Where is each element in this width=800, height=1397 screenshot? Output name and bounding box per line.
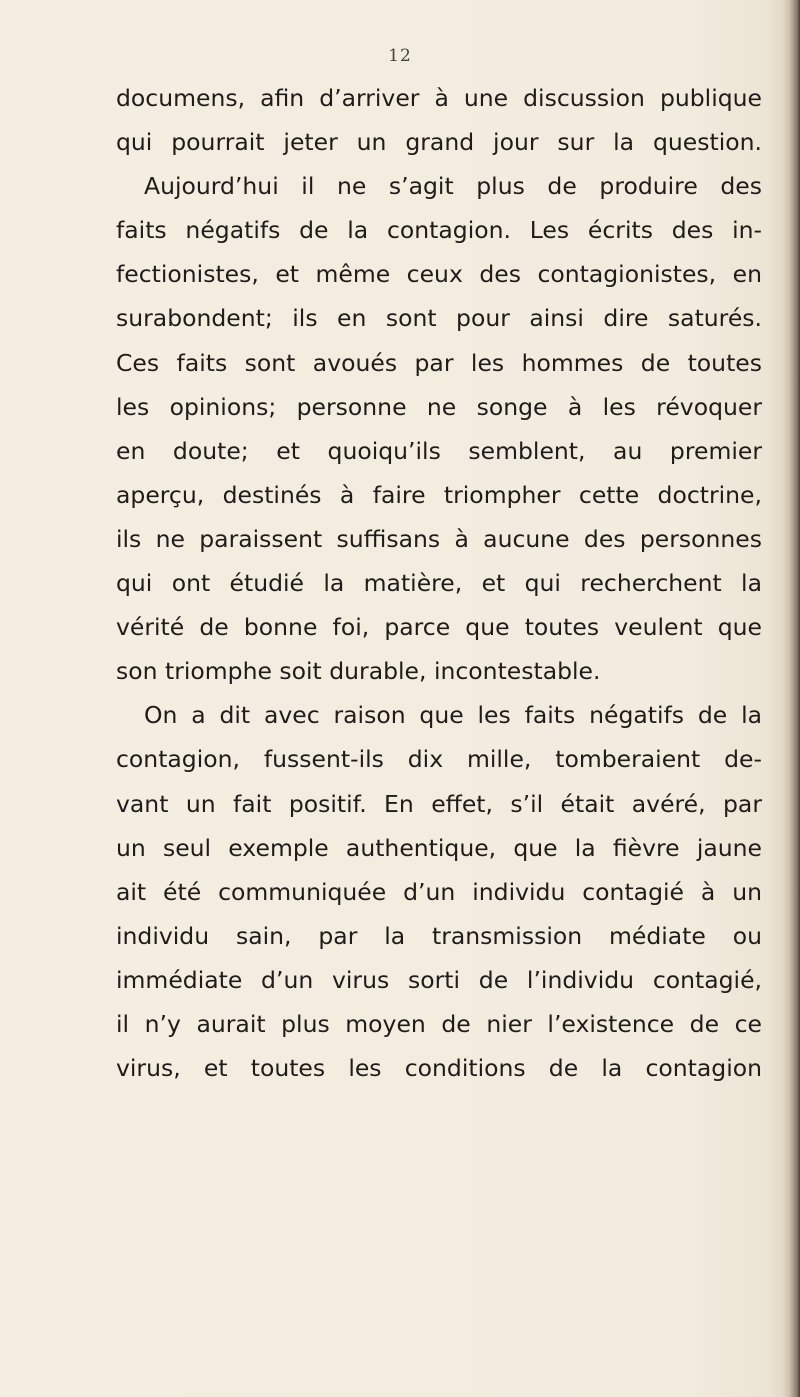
text-line: vant un fait positif. En effet, s’il était avéré, par: [116, 789, 762, 818]
text-line: il n’y aurait plus moyen de nier l’existence de ce: [116, 1009, 762, 1038]
text-line: un seul exemple authentique, que la fièvre jaune: [116, 833, 762, 862]
text-line: Ces faits sont avoués par les hommes de toutes: [116, 348, 762, 377]
text-line: faits négatifs de la contagion. Les écrits des in-: [116, 216, 762, 245]
text-line: immédiate d’un virus sorti de l’individu contagié,: [116, 965, 762, 994]
text-line: qui pourrait jeter un grand jour sur la question.: [116, 128, 762, 157]
paragraph-start-line: On a dit avec raison que les faits négatifs de la: [144, 701, 762, 730]
page-number: 12: [388, 46, 412, 66]
text-line: ils ne paraissent suffisans à aucune des personnes: [116, 524, 762, 553]
text-line: vérité de bonne foi, parce que toutes veulent que: [116, 613, 762, 642]
text-line: aperçu, destinés à faire triompher cette doctrine,: [116, 480, 762, 509]
text-line: les opinions; personne ne songe à les révoquer: [116, 392, 762, 421]
text-line: fectionistes, et même ceux des contagionistes, en: [116, 260, 762, 289]
text-line: individu sain, par la transmission médiate ou: [116, 921, 762, 950]
text-line: surabondent; ils en sont pour ainsi dire saturés.: [116, 304, 762, 333]
paragraph-end-line: son triomphe soit durable, incontestable.: [116, 657, 601, 686]
paragraph-start-line: Aujourd’hui il ne s’agit plus de produire des: [144, 172, 762, 201]
text-line: ait été communiquée d’un individu contagié à un: [116, 877, 762, 906]
body-text: [116, 76, 762, 1090]
text-line: contagion, fussent-ils dix mille, tomberaient de-: [116, 745, 762, 774]
text-line: en doute; et quoiqu’ils semblent, au premier: [116, 436, 762, 465]
text-line: virus, et toutes les conditions de la contagion: [116, 1054, 762, 1083]
page-edge-shadow: [782, 0, 800, 1397]
text-line: qui ont étudié la matière, et qui recherchent la: [116, 569, 762, 598]
text-line: documens, afin d’arriver à une discussion publique: [116, 84, 762, 112]
